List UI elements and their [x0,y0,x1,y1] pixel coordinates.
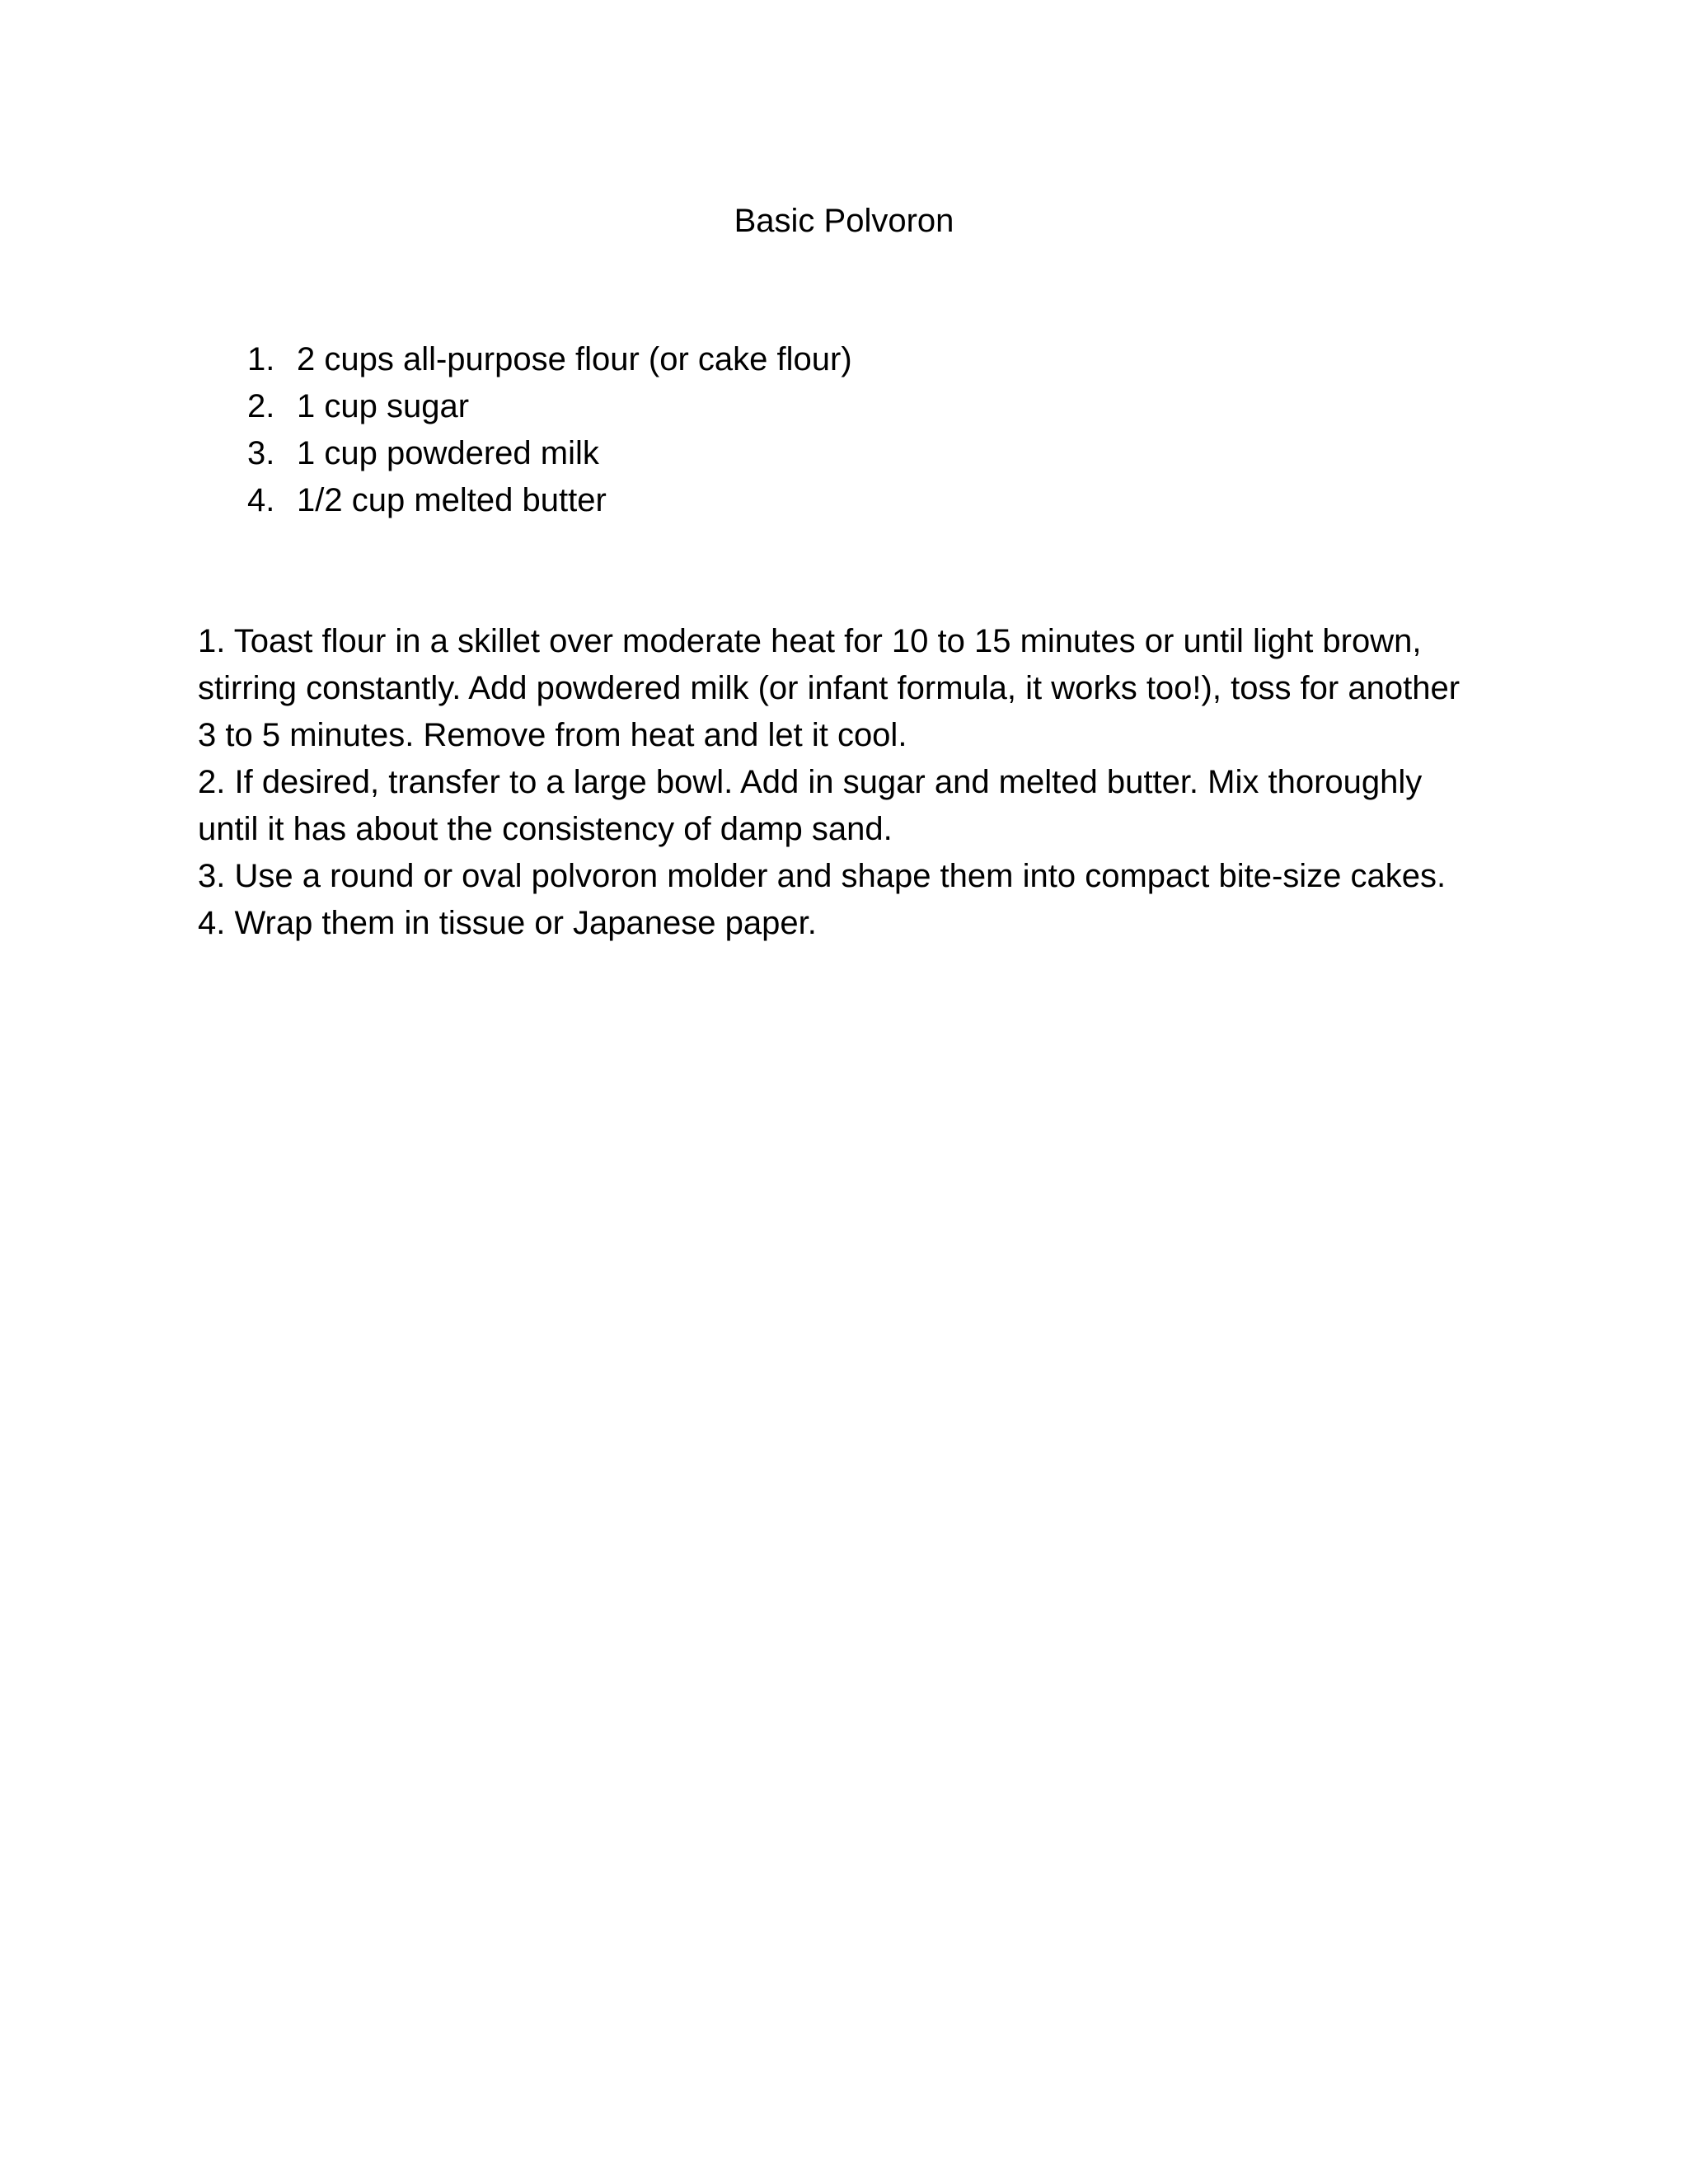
ingredients-list [247,336,852,524]
ingredient-number: 2. [247,388,275,424]
ingredient-number: 3. [247,435,275,471]
ingredient-item [247,430,852,477]
ingredient-number: 1. [247,341,275,377]
instruction-step: 2. If desired, transfer to a large bowl. Add in sugar and melted butter. Mix thoroughly until it has about the consistency of damp sand. [198,764,1423,847]
ingredient-item [247,336,852,383]
instruction-step: 1. Toast flour in a skillet over moderate heat for 10 to 15 minutes or until light brown, stirring constantly. Add powdered milk (or infant formula, it works too!), toss for another 3 to 5 minutes. Remove from heat and let it cool. [198,623,1461,753]
ingredient-text: 1/2 cup melted butter [297,482,607,518]
ingredient-number: 4. [247,482,275,518]
recipe-title: Basic Polvoron [734,203,954,239]
ingredient-text: 2 cups all-purpose flour (or cake flour) [297,341,852,377]
ingredient-text: 1 cup sugar [297,388,470,424]
ingredient-text: 1 cup powdered milk [297,435,599,471]
ingredient-item [247,477,852,524]
ingredient-item [247,383,852,430]
instruction-step: 4. Wrap them in tissue or Japanese paper. [198,905,817,941]
instructions [198,618,1484,947]
instruction-step: 3. Use a round or oval polvoron molder and shape them into compact bite-size cakes. [198,858,1447,894]
